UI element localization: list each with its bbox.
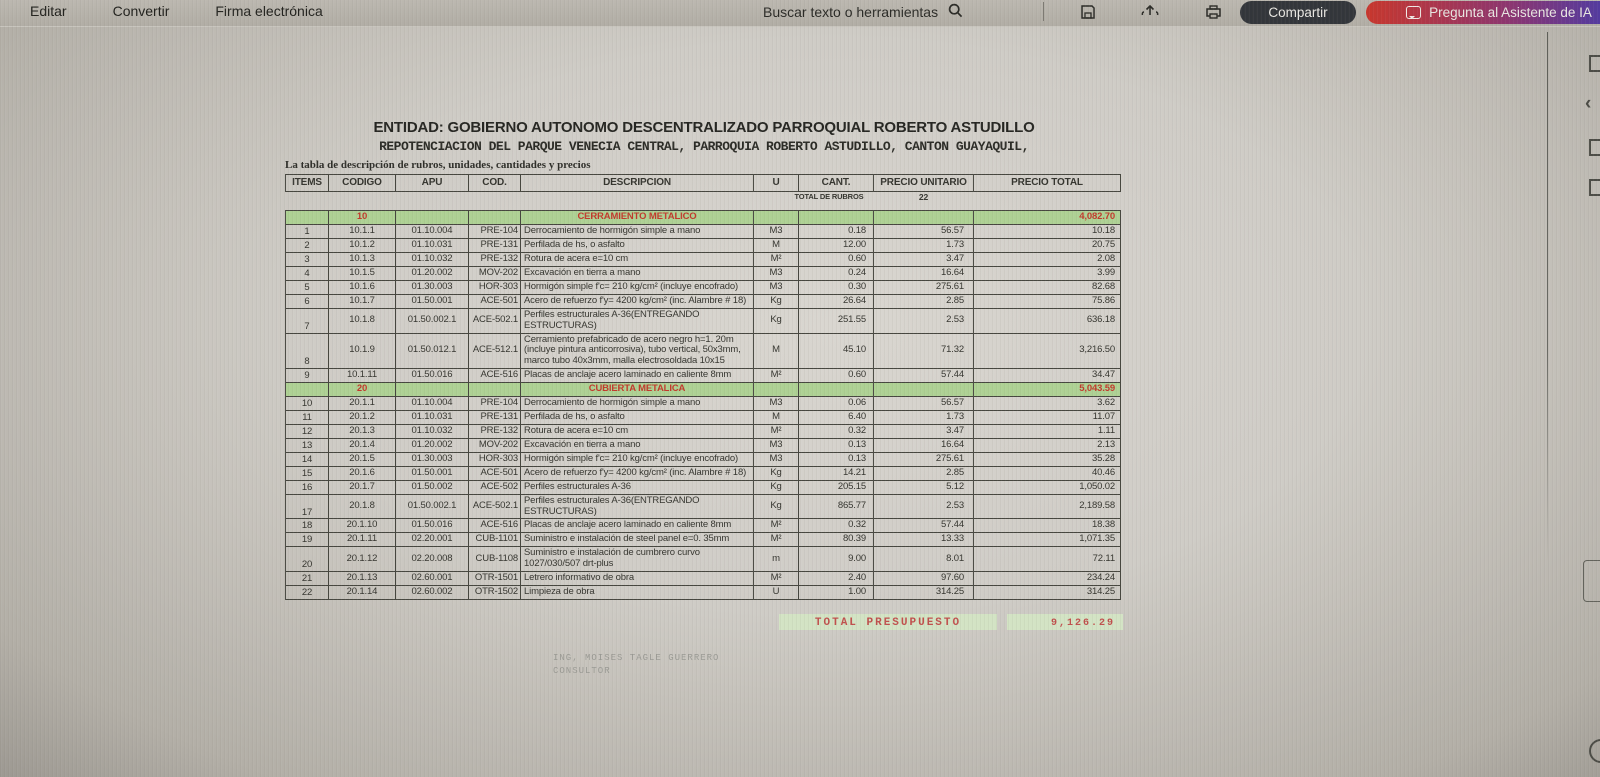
section-header-row xyxy=(286,211,1121,225)
cell-item: 10 xyxy=(286,397,329,411)
cell-desc: Acero de refuerzo f'y= 4200 kg/cm² (inc. Alambre # 18) xyxy=(521,466,754,480)
cell-item: 16 xyxy=(286,480,329,494)
col-cant: CANT. xyxy=(799,175,874,192)
cell-pu: 57.44 xyxy=(874,519,974,533)
cell-total: 75.86 xyxy=(974,294,1121,308)
cell-apu: 01.30.003 xyxy=(396,280,469,294)
section-cell-empty xyxy=(396,211,469,225)
table-row xyxy=(286,547,1121,572)
cell-desc: Excavación en tierra a mano xyxy=(521,438,754,452)
table-gap xyxy=(285,203,1123,210)
entity-title: ENTIDAD: GOBIERNO AUTONOMO DESCENTRALIZADO PARROQUIAL ROBERTO ASTUDILLO xyxy=(373,119,1035,136)
cell-u: Kg xyxy=(754,466,799,480)
cell-pu: 16.64 xyxy=(874,266,974,280)
table-caption: La tabla de descripción de rubros, unidades, cantidades y precios xyxy=(285,159,591,171)
search-tools[interactable] xyxy=(763,3,963,21)
menu-editar[interactable]: Editar xyxy=(30,3,67,19)
table-row xyxy=(286,225,1121,239)
cell-cant: 9.00 xyxy=(799,547,874,572)
cell-apu: 01.20.002 xyxy=(396,438,469,452)
cell-pu: 3.47 xyxy=(874,425,974,439)
cell-cant: 0.60 xyxy=(799,369,874,383)
section-cell-empty xyxy=(469,211,521,225)
cell-codigo: 20.1.14 xyxy=(329,586,396,600)
cell-desc: Suministro e instalación de cumbrero curvo 1027/030/507 drt-plus xyxy=(521,547,754,572)
table-row xyxy=(286,280,1121,294)
cell-cod: ACE-501 xyxy=(469,466,521,480)
cell-cant: 0.32 xyxy=(799,519,874,533)
cell-cant: 45.10 xyxy=(799,333,874,369)
cell-u: Kg xyxy=(754,308,799,333)
cell-codigo: 10.1.7 xyxy=(329,294,396,308)
cell-pu: 314.25 xyxy=(874,586,974,600)
cell-pu: 2.85 xyxy=(874,466,974,480)
cell-u: M3 xyxy=(754,280,799,294)
cell-u: M² xyxy=(754,533,799,547)
cell-u: M3 xyxy=(754,397,799,411)
cell-u: M xyxy=(754,239,799,253)
cell-codigo: 10.1.1 xyxy=(329,225,396,239)
section-cell-empty xyxy=(469,383,521,397)
cell-u: M² xyxy=(754,369,799,383)
cell-apu: 01.10.031 xyxy=(396,239,469,253)
chat-bubble-icon xyxy=(1406,6,1421,19)
cell-apu: 02.60.001 xyxy=(396,572,469,586)
table-row xyxy=(286,333,1121,369)
section-header-row xyxy=(286,383,1121,397)
cell-total: 2,189.58 xyxy=(974,494,1121,519)
toolbar-divider xyxy=(1043,2,1044,21)
section-cell: 4,082.70 xyxy=(974,211,1121,225)
cell-total: 1,071.35 xyxy=(974,533,1121,547)
cell-cant: 14.21 xyxy=(799,466,874,480)
cell-item: 15 xyxy=(286,466,329,480)
budget-table xyxy=(285,210,1121,600)
menu-firma-electronica[interactable]: Firma electrónica xyxy=(215,3,323,19)
col-cod: COD. xyxy=(469,175,521,192)
cell-desc: Rotura de acera e=10 cm xyxy=(521,425,754,439)
ai-assistant-label: Pregunta al Asistente de IA xyxy=(1429,5,1592,20)
cell-item: 2 xyxy=(286,239,329,253)
cell-cant: 865.77 xyxy=(799,494,874,519)
search-icon[interactable] xyxy=(948,3,963,21)
cell-item: 22 xyxy=(286,586,329,600)
signature-role: CONSULTOR xyxy=(553,665,611,676)
section-cell-empty xyxy=(396,383,469,397)
cell-cant: 0.13 xyxy=(799,438,874,452)
cell-u: M3 xyxy=(754,266,799,280)
table-row xyxy=(286,466,1121,480)
cell-pu: 3.47 xyxy=(874,253,974,267)
cell-cod: HOR-303 xyxy=(469,452,521,466)
cell-total: 18.38 xyxy=(974,519,1121,533)
cell-apu: 01.50.002.1 xyxy=(396,308,469,333)
cell-item: 20 xyxy=(286,547,329,572)
cell-pu: 16.64 xyxy=(874,438,974,452)
cell-pu: 13.33 xyxy=(874,533,974,547)
save-icon[interactable] xyxy=(1078,3,1098,21)
cell-item: 14 xyxy=(286,452,329,466)
section-cell: CERRAMIENTO METALICO xyxy=(521,211,754,225)
cell-apu: 01.50.001 xyxy=(396,466,469,480)
cell-total: 35.28 xyxy=(974,452,1121,466)
cell-desc: Limpieza de obra xyxy=(521,586,754,600)
cell-pu: 2.53 xyxy=(874,494,974,519)
cell-u: m xyxy=(754,547,799,572)
section-cell: CUBIERTA METALICA xyxy=(521,383,754,397)
cell-cant: 1.00 xyxy=(799,586,874,600)
cell-cant: 26.64 xyxy=(799,294,874,308)
cell-total: 11.07 xyxy=(974,411,1121,425)
cell-apu: 02.20.008 xyxy=(396,547,469,572)
cell-cant: 0.30 xyxy=(799,280,874,294)
print-icon[interactable] xyxy=(1203,3,1223,21)
cell-u: M xyxy=(754,411,799,425)
cell-cod: ACE-516 xyxy=(469,519,521,533)
cell-apu: 01.50.016 xyxy=(396,519,469,533)
cell-cant: 2.40 xyxy=(799,572,874,586)
cell-u: Kg xyxy=(754,480,799,494)
cell-desc: Placas de anclaje acero laminado en caliente 8mm xyxy=(521,369,754,383)
cell-item: 17 xyxy=(286,494,329,519)
cell-item: 3 xyxy=(286,253,329,267)
section-cell: 20 xyxy=(329,383,396,397)
cell-apu: 01.10.031 xyxy=(396,411,469,425)
cell-pu: 275.61 xyxy=(874,452,974,466)
cell-u: Kg xyxy=(754,294,799,308)
cell-codigo: 20.1.10 xyxy=(329,519,396,533)
cell-cod: PRE-131 xyxy=(469,411,521,425)
cell-cant: 0.32 xyxy=(799,425,874,439)
table-row xyxy=(286,239,1121,253)
cell-desc: Letrero informativo de obra xyxy=(521,572,754,586)
table-row xyxy=(286,294,1121,308)
edge-zoom-icon[interactable] xyxy=(1589,739,1600,763)
section-cell-empty xyxy=(874,211,974,225)
table-row xyxy=(286,411,1121,425)
cell-codigo: 10.1.5 xyxy=(329,266,396,280)
cell-item: 4 xyxy=(286,266,329,280)
cell-desc: Perfilada de hs, o asfalto xyxy=(521,239,754,253)
cell-item: 11 xyxy=(286,411,329,425)
cell-cant: 0.60 xyxy=(799,253,874,267)
col-apu: APU xyxy=(396,175,469,192)
cell-cod: CUB-1101 xyxy=(469,533,521,547)
cell-item: 7 xyxy=(286,308,329,333)
cell-total: 1,050.02 xyxy=(974,480,1121,494)
cell-apu: 02.60.002 xyxy=(396,586,469,600)
cell-apu: 01.10.032 xyxy=(396,253,469,267)
section-cell: 5,043.59 xyxy=(974,383,1121,397)
collapse-panel-icon[interactable]: ‹ xyxy=(1585,93,1592,114)
cell-codigo: 20.1.3 xyxy=(329,425,396,439)
section-cell-empty xyxy=(874,383,974,397)
cell-apu: 01.50.012.1 xyxy=(396,333,469,369)
cell-pu: 57.44 xyxy=(874,369,974,383)
col-u: U xyxy=(754,175,799,192)
table-row xyxy=(286,452,1121,466)
edge-tool-icon[interactable] xyxy=(1583,560,1600,602)
cell-apu: 01.10.004 xyxy=(396,225,469,239)
cell-cant: 0.06 xyxy=(799,397,874,411)
cell-cant: 0.13 xyxy=(799,452,874,466)
table-row xyxy=(286,586,1121,600)
section-cell-empty xyxy=(799,383,874,397)
cell-item: 9 xyxy=(286,369,329,383)
cell-desc: Cerramiento prefabricado de acero negro h=1. 20m (incluye pintura anticorrosiva), tubo vertical, 50x3mm, marco tubo 40x3mm, malla electrosoldada 10x15 xyxy=(521,333,754,369)
cell-codigo: 10.1.6 xyxy=(329,280,396,294)
cell-item: 19 xyxy=(286,533,329,547)
cell-cant: 0.24 xyxy=(799,266,874,280)
cell-item: 1 xyxy=(286,225,329,239)
cell-codigo: 20.1.2 xyxy=(329,411,396,425)
cell-desc: Placas de anclaje acero laminado en caliente 8mm xyxy=(521,519,754,533)
edge-tool-icon[interactable] xyxy=(1589,179,1600,196)
cell-u: M² xyxy=(754,519,799,533)
section-cell: 10 xyxy=(329,211,396,225)
cell-total: 3,216.50 xyxy=(974,333,1121,369)
table-row xyxy=(286,519,1121,533)
section-cell-empty xyxy=(799,211,874,225)
cell-total: 3.62 xyxy=(974,397,1121,411)
cell-total: 234.24 xyxy=(974,572,1121,586)
cell-cod: ACE-512.1 xyxy=(469,333,521,369)
cell-apu: 01.50.002.1 xyxy=(396,494,469,519)
cell-u: M3 xyxy=(754,225,799,239)
cell-u: M3 xyxy=(754,452,799,466)
col-codigo: CODIGO xyxy=(329,175,396,192)
cell-pu: 8.01 xyxy=(874,547,974,572)
section-cell-empty xyxy=(286,211,329,225)
cell-total: 40.46 xyxy=(974,466,1121,480)
cell-desc: Perfilada de hs, o asfalto xyxy=(521,411,754,425)
table-row xyxy=(286,397,1121,411)
cell-codigo: 20.1.5 xyxy=(329,452,396,466)
total-rubros-spacer xyxy=(974,191,1121,203)
cell-cant: 205.15 xyxy=(799,480,874,494)
cell-codigo: 20.1.4 xyxy=(329,438,396,452)
cell-desc: Hormigón simple f'c= 210 kg/cm² (incluye encofrado) xyxy=(521,280,754,294)
table-row xyxy=(286,266,1121,280)
cell-desc: Hormigón simple f'c= 210 kg/cm² (incluye encofrado) xyxy=(521,452,754,466)
cell-item: 12 xyxy=(286,425,329,439)
cell-codigo: 10.1.3 xyxy=(329,253,396,267)
cell-pu: 5.12 xyxy=(874,480,974,494)
cell-cod: MOV-202 xyxy=(469,438,521,452)
cell-pu: 97.60 xyxy=(874,572,974,586)
cell-total: 314.25 xyxy=(974,586,1121,600)
cell-desc: Perfiles estructurales A-36(ENTREGANDO ESTRUCTURAS) xyxy=(521,308,754,333)
share-icon[interactable] xyxy=(1140,3,1160,21)
cell-u: M xyxy=(754,333,799,369)
cell-desc: Suministro e instalación de steel panel e=0. 35mm xyxy=(521,533,754,547)
col-descripcion: DESCRIPCION xyxy=(521,175,754,192)
cell-desc: Perfiles estructurales A-36 xyxy=(521,480,754,494)
cell-cod: PRE-131 xyxy=(469,239,521,253)
cell-cod: HOR-303 xyxy=(469,280,521,294)
cell-cant: 12.00 xyxy=(799,239,874,253)
cell-u: U xyxy=(754,586,799,600)
cell-cant: 80.39 xyxy=(799,533,874,547)
cell-item: 8 xyxy=(286,333,329,369)
cell-cod: ACE-501 xyxy=(469,294,521,308)
cell-pu: 1.73 xyxy=(874,411,974,425)
table-row xyxy=(286,572,1121,586)
cell-codigo: 20.1.6 xyxy=(329,466,396,480)
cell-total: 82.68 xyxy=(974,280,1121,294)
cell-codigo: 20.1.8 xyxy=(329,494,396,519)
cell-item: 21 xyxy=(286,572,329,586)
scanned-page xyxy=(285,119,1123,677)
cell-desc: Perfiles estructurales A-36(ENTREGANDO ESTRUCTURAS) xyxy=(521,494,754,519)
cell-apu: 01.30.003 xyxy=(396,452,469,466)
budget-table-header xyxy=(285,174,1121,203)
cell-pu: 2.53 xyxy=(874,308,974,333)
cell-u: M² xyxy=(754,572,799,586)
cell-total: 72.11 xyxy=(974,547,1121,572)
col-precio-total: PRECIO TOTAL xyxy=(974,175,1121,192)
table-row xyxy=(286,253,1121,267)
table-row xyxy=(286,480,1121,494)
cell-cod: ACE-516 xyxy=(469,369,521,383)
cell-cod: OTR-1502 xyxy=(469,586,521,600)
signature-block xyxy=(553,652,1123,677)
project-subtitle: REPOTENCIACION DEL PARQUE VENECIA CENTRAL, PARROQUIA ROBERTO ASTUDILLO, CANTON GUAYAQUIL, xyxy=(379,139,1029,154)
cell-desc: Derrocamiento de hormigón simple a mano xyxy=(521,225,754,239)
cell-u: M² xyxy=(754,253,799,267)
cell-total: 34.47 xyxy=(974,369,1121,383)
cell-cod: OTR-1501 xyxy=(469,572,521,586)
cell-total: 20.75 xyxy=(974,239,1121,253)
cell-apu: 01.20.002 xyxy=(396,266,469,280)
total-rubros-value: 22 xyxy=(918,191,929,202)
total-rubros-row xyxy=(286,191,1121,203)
cell-item: 13 xyxy=(286,438,329,452)
cell-pu: 1.73 xyxy=(874,239,974,253)
cell-apu: 01.50.001 xyxy=(396,294,469,308)
cell-codigo: 20.1.11 xyxy=(329,533,396,547)
menu-convertir[interactable]: Convertir xyxy=(112,3,170,19)
cell-cod: CUB-1108 xyxy=(469,547,521,572)
cell-item: 6 xyxy=(286,294,329,308)
cell-codigo: 10.1.2 xyxy=(329,239,396,253)
cell-desc: Excavación en tierra a mano xyxy=(521,266,754,280)
cell-apu: 01.50.002 xyxy=(396,480,469,494)
cell-desc: Acero de refuerzo f'y= 4200 kg/cm² (inc. Alambre # 18) xyxy=(521,294,754,308)
cell-apu: 01.10.004 xyxy=(396,397,469,411)
col-items: ITEMS xyxy=(286,175,329,192)
cell-total: 2.08 xyxy=(974,253,1121,267)
cell-desc: Derrocamiento de hormigón simple a mano xyxy=(521,397,754,411)
section-cell-empty xyxy=(286,383,329,397)
cell-codigo: 20.1.7 xyxy=(329,480,396,494)
table-row xyxy=(286,308,1121,333)
cell-cod: MOV-202 xyxy=(469,266,521,280)
cell-pu: 56.57 xyxy=(874,397,974,411)
cell-u: M3 xyxy=(754,438,799,452)
document-viewport xyxy=(0,27,1600,777)
cell-u: M² xyxy=(754,425,799,439)
cell-codigo: 20.1.13 xyxy=(329,572,396,586)
cell-cod: PRE-132 xyxy=(469,253,521,267)
search-label: Buscar texto o herramientas xyxy=(763,4,939,20)
cell-pu: 275.61 xyxy=(874,280,974,294)
cell-cod: ACE-502.1 xyxy=(469,308,521,333)
cell-codigo: 10.1.9 xyxy=(329,333,396,369)
edge-tool-icon[interactable] xyxy=(1589,55,1600,72)
cell-pu: 71.32 xyxy=(874,333,974,369)
cell-pu: 2.85 xyxy=(874,294,974,308)
cell-item: 5 xyxy=(286,280,329,294)
cell-pu: 56.57 xyxy=(874,225,974,239)
cell-cod: ACE-502 xyxy=(469,480,521,494)
cell-u: Kg xyxy=(754,494,799,519)
cell-total: 2.13 xyxy=(974,438,1121,452)
cell-cant: 0.18 xyxy=(799,225,874,239)
col-precio-unitario: PRECIO UNITARIO xyxy=(874,175,974,192)
cell-cant: 251.55 xyxy=(799,308,874,333)
section-cell-empty xyxy=(754,383,799,397)
compartir-label: Compartir xyxy=(1268,5,1328,20)
app-toolbar xyxy=(0,0,1600,27)
toolbar-menu xyxy=(30,3,323,19)
cell-cant: 6.40 xyxy=(799,411,874,425)
cell-codigo: 20.1.12 xyxy=(329,547,396,572)
cell-item: 18 xyxy=(286,519,329,533)
table-row xyxy=(286,533,1121,547)
grand-total-band xyxy=(285,614,1123,630)
cell-apu: 01.10.032 xyxy=(396,425,469,439)
cell-cod: PRE-104 xyxy=(469,225,521,239)
header-row xyxy=(286,175,1121,192)
cell-total: 3.99 xyxy=(974,266,1121,280)
budget-table-body xyxy=(286,211,1121,600)
cell-apu: 02.20.001 xyxy=(396,533,469,547)
panel-divider xyxy=(1547,32,1548,562)
cell-cod: ACE-502.1 xyxy=(469,494,521,519)
edge-tool-icon[interactable] xyxy=(1589,139,1600,156)
grand-total-label: TOTAL PRESUPUESTO xyxy=(779,614,997,630)
section-cell-empty xyxy=(754,211,799,225)
compartir-button[interactable] xyxy=(1240,1,1356,24)
signature-name: ING, MOISES TAGLE GUERRERO xyxy=(553,653,720,663)
cell-desc: Rotura de acera e=10 cm xyxy=(521,253,754,267)
total-rubros-label: TOTAL DE RUBROS xyxy=(794,192,864,202)
cell-codigo: 10.1.8 xyxy=(329,308,396,333)
table-row xyxy=(286,438,1121,452)
cell-total: 636.18 xyxy=(974,308,1121,333)
grand-total-value: 9,126.29 xyxy=(1007,614,1123,630)
cell-apu: 01.50.016 xyxy=(396,369,469,383)
cell-codigo: 20.1.1 xyxy=(329,397,396,411)
ai-assistant-button[interactable] xyxy=(1366,1,1600,24)
table-row xyxy=(286,369,1121,383)
cell-cod: PRE-104 xyxy=(469,397,521,411)
cell-codigo: 10.1.11 xyxy=(329,369,396,383)
cell-total: 10.18 xyxy=(974,225,1121,239)
table-row xyxy=(286,425,1121,439)
cell-total: 1.11 xyxy=(974,425,1121,439)
cell-cod: PRE-132 xyxy=(469,425,521,439)
table-row xyxy=(286,494,1121,519)
